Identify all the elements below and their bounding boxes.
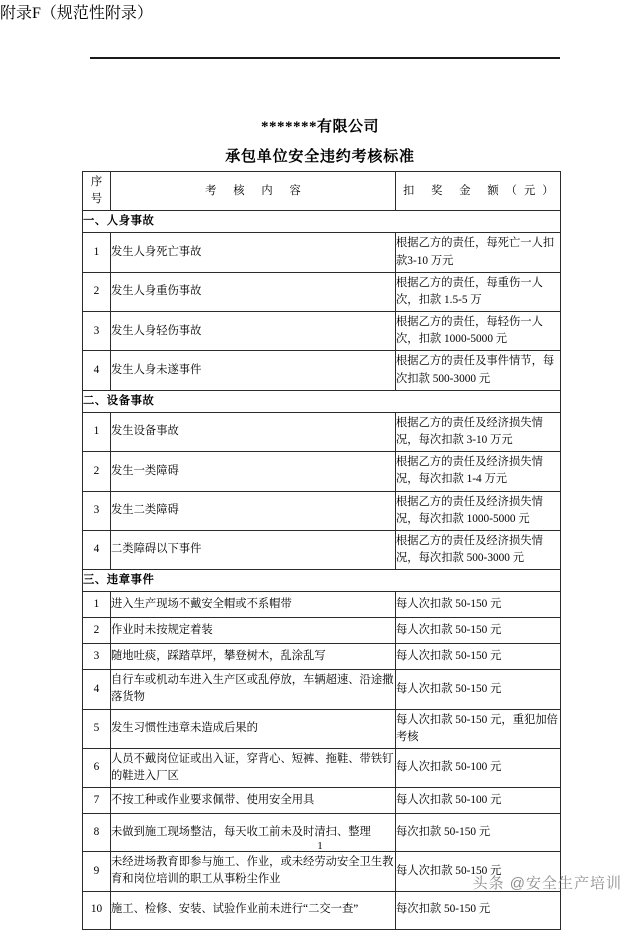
table-header-row — [83, 172, 561, 211]
row-penalty-amount: 每人次扣款 50-150 元 — [396, 618, 561, 644]
row-number: 2 — [83, 618, 111, 644]
table-row — [83, 670, 561, 709]
row-item-content: 发生习惯性违章未造成后果的 — [111, 709, 396, 748]
appendix-label: 附录F（规范性附录） — [0, 5, 153, 22]
row-number: 7 — [83, 788, 111, 814]
table-row — [83, 748, 561, 787]
table-row — [83, 788, 561, 814]
column-header-content-label: 考 核 内 容 — [205, 184, 308, 197]
row-number: 3 — [83, 312, 111, 351]
table-row — [83, 412, 561, 451]
table-row — [83, 891, 561, 929]
row-penalty-amount: 根据乙方的责任及经济损失情况，每次扣款 1-4 万元 — [396, 452, 561, 491]
row-penalty-amount: 每人次扣款 50-150 元 — [396, 670, 561, 709]
row-penalty-amount: 每人次扣款 50-150 元 — [396, 644, 561, 670]
section-header-row — [83, 390, 561, 412]
row-penalty-amount: 根据乙方的责任及经济损失情况，每次扣款 500-3000 元 — [396, 530, 561, 569]
row-penalty-amount: 根据乙方的责任及经济损失情况，每次扣款 1000-5000 元 — [396, 491, 561, 530]
row-item-content: 进入生产现场不戴安全帽或不系帽带 — [111, 592, 396, 618]
table-row — [83, 592, 561, 618]
document-title: 承包单位安全违约考核标准 — [225, 149, 415, 165]
row-penalty-amount: 每人次扣款 50-100 元 — [396, 748, 561, 787]
column-header-no — [83, 172, 111, 211]
column-header-no-line1: 序 — [90, 176, 103, 188]
table-row — [83, 530, 561, 569]
row-number: 1 — [83, 233, 111, 272]
column-header-amount — [396, 172, 561, 211]
table-row — [83, 233, 561, 272]
row-item-content: 人员不戴岗位证或出入证，穿背心、短裤、拖鞋、带铁钉的鞋进入厂区 — [111, 748, 396, 787]
row-item-content: 发生人身轻伤事故 — [111, 312, 396, 351]
table-row — [83, 709, 561, 748]
section-header-row — [83, 211, 561, 233]
row-item-content: 未经进场教育即参与施工、作业，或未经劳动安全卫生教育和岗位培训的职工从事粉尘作业 — [111, 852, 396, 891]
row-number: 4 — [83, 351, 111, 390]
row-number: 2 — [83, 272, 111, 311]
row-number: 6 — [83, 748, 111, 787]
column-header-content — [111, 172, 396, 211]
row-number: 3 — [83, 491, 111, 530]
row-item-content: 自行车或机动车进入生产区或乱停放，车辆超速、沿途撒落货物 — [111, 670, 396, 709]
section-title: 二、设备事故 — [83, 390, 561, 412]
row-penalty-amount: 每人次扣款 50-150 元 — [396, 592, 561, 618]
table-row — [83, 452, 561, 491]
table-row — [83, 272, 561, 311]
row-penalty-amount: 根据乙方的责任及经济损失情况，每次扣款 3-10 万元 — [396, 412, 561, 451]
row-penalty-amount: 根据乙方的责任及事件情节，每次扣款 500-3000 元 — [396, 351, 561, 390]
row-number: 8 — [83, 814, 111, 852]
row-item-content: 发生人身死亡事故 — [111, 233, 396, 272]
row-penalty-amount: 每次扣款 50-150 元 — [396, 814, 561, 852]
row-number: 2 — [83, 452, 111, 491]
row-number: 10 — [83, 891, 111, 929]
row-item-content: 发生一类障碍 — [111, 452, 396, 491]
section-title: 一、人身事故 — [83, 211, 561, 233]
row-penalty-amount: 根据乙方的责任，每重伤一人次，扣款 1.5-5 万 — [396, 272, 561, 311]
row-penalty-amount: 每人次扣款 50-150 元，重犯加倍考核 — [396, 709, 561, 748]
row-number: 3 — [83, 644, 111, 670]
row-number: 4 — [83, 670, 111, 709]
row-penalty-amount: 根据乙方的责任，每轻伤一人次，扣款 1000-5000 元 — [396, 312, 561, 351]
row-item-content: 随地吐痰，踩踏草坪，攀登树木，乱涂乱写 — [111, 644, 396, 670]
row-penalty-amount: 根据乙方的责任，每死亡一人扣款3-10 万元 — [396, 233, 561, 272]
row-number: 9 — [83, 852, 111, 891]
row-penalty-amount: 每次扣款 50-150 元 — [396, 891, 561, 929]
row-item-content: 发生二类障碍 — [111, 491, 396, 530]
table-row — [83, 618, 561, 644]
row-item-content: 发生人身未遂事件 — [111, 351, 396, 390]
row-penalty-amount: 每人次扣款 50-150 元 — [396, 852, 561, 891]
row-item-content: 二类障碍以下事件 — [111, 530, 396, 569]
row-number: 1 — [83, 592, 111, 618]
company-title: *******有限公司 — [260, 119, 379, 135]
row-item-content: 作业时未按规定着装 — [111, 618, 396, 644]
row-penalty-amount: 每人次扣款 50-100 元 — [396, 788, 561, 814]
row-item-content: 发生人身重伤事故 — [111, 272, 396, 311]
watermark: 头条 @安全生产培训 — [472, 875, 622, 892]
table-row — [83, 644, 561, 670]
table-row — [83, 351, 561, 390]
row-number: 5 — [83, 709, 111, 748]
section-title: 三、违章事件 — [83, 570, 561, 592]
row-item-content: 不按工种或作业要求佩带、使用安全用具 — [111, 788, 396, 814]
column-header-no-line2: 号 — [90, 193, 103, 206]
row-item-content: 施工、检修、安装、试验作业前未进行“二交一查” — [111, 891, 396, 929]
assessment-standards-table — [82, 171, 561, 930]
column-header-amount-label: 扣 奖 金 额（元） — [403, 184, 561, 197]
table-row — [83, 312, 561, 351]
row-number: 1 — [83, 412, 111, 451]
row-item-content: 未做到施工现场整洁，每天收工前未及时清扫、整理 — [111, 814, 396, 852]
header-rule — [90, 57, 560, 59]
row-number: 4 — [83, 530, 111, 569]
page-number: 1 — [317, 840, 323, 852]
table-row — [83, 491, 561, 530]
section-header-row — [83, 570, 561, 592]
row-item-content: 发生设备事故 — [111, 412, 396, 451]
